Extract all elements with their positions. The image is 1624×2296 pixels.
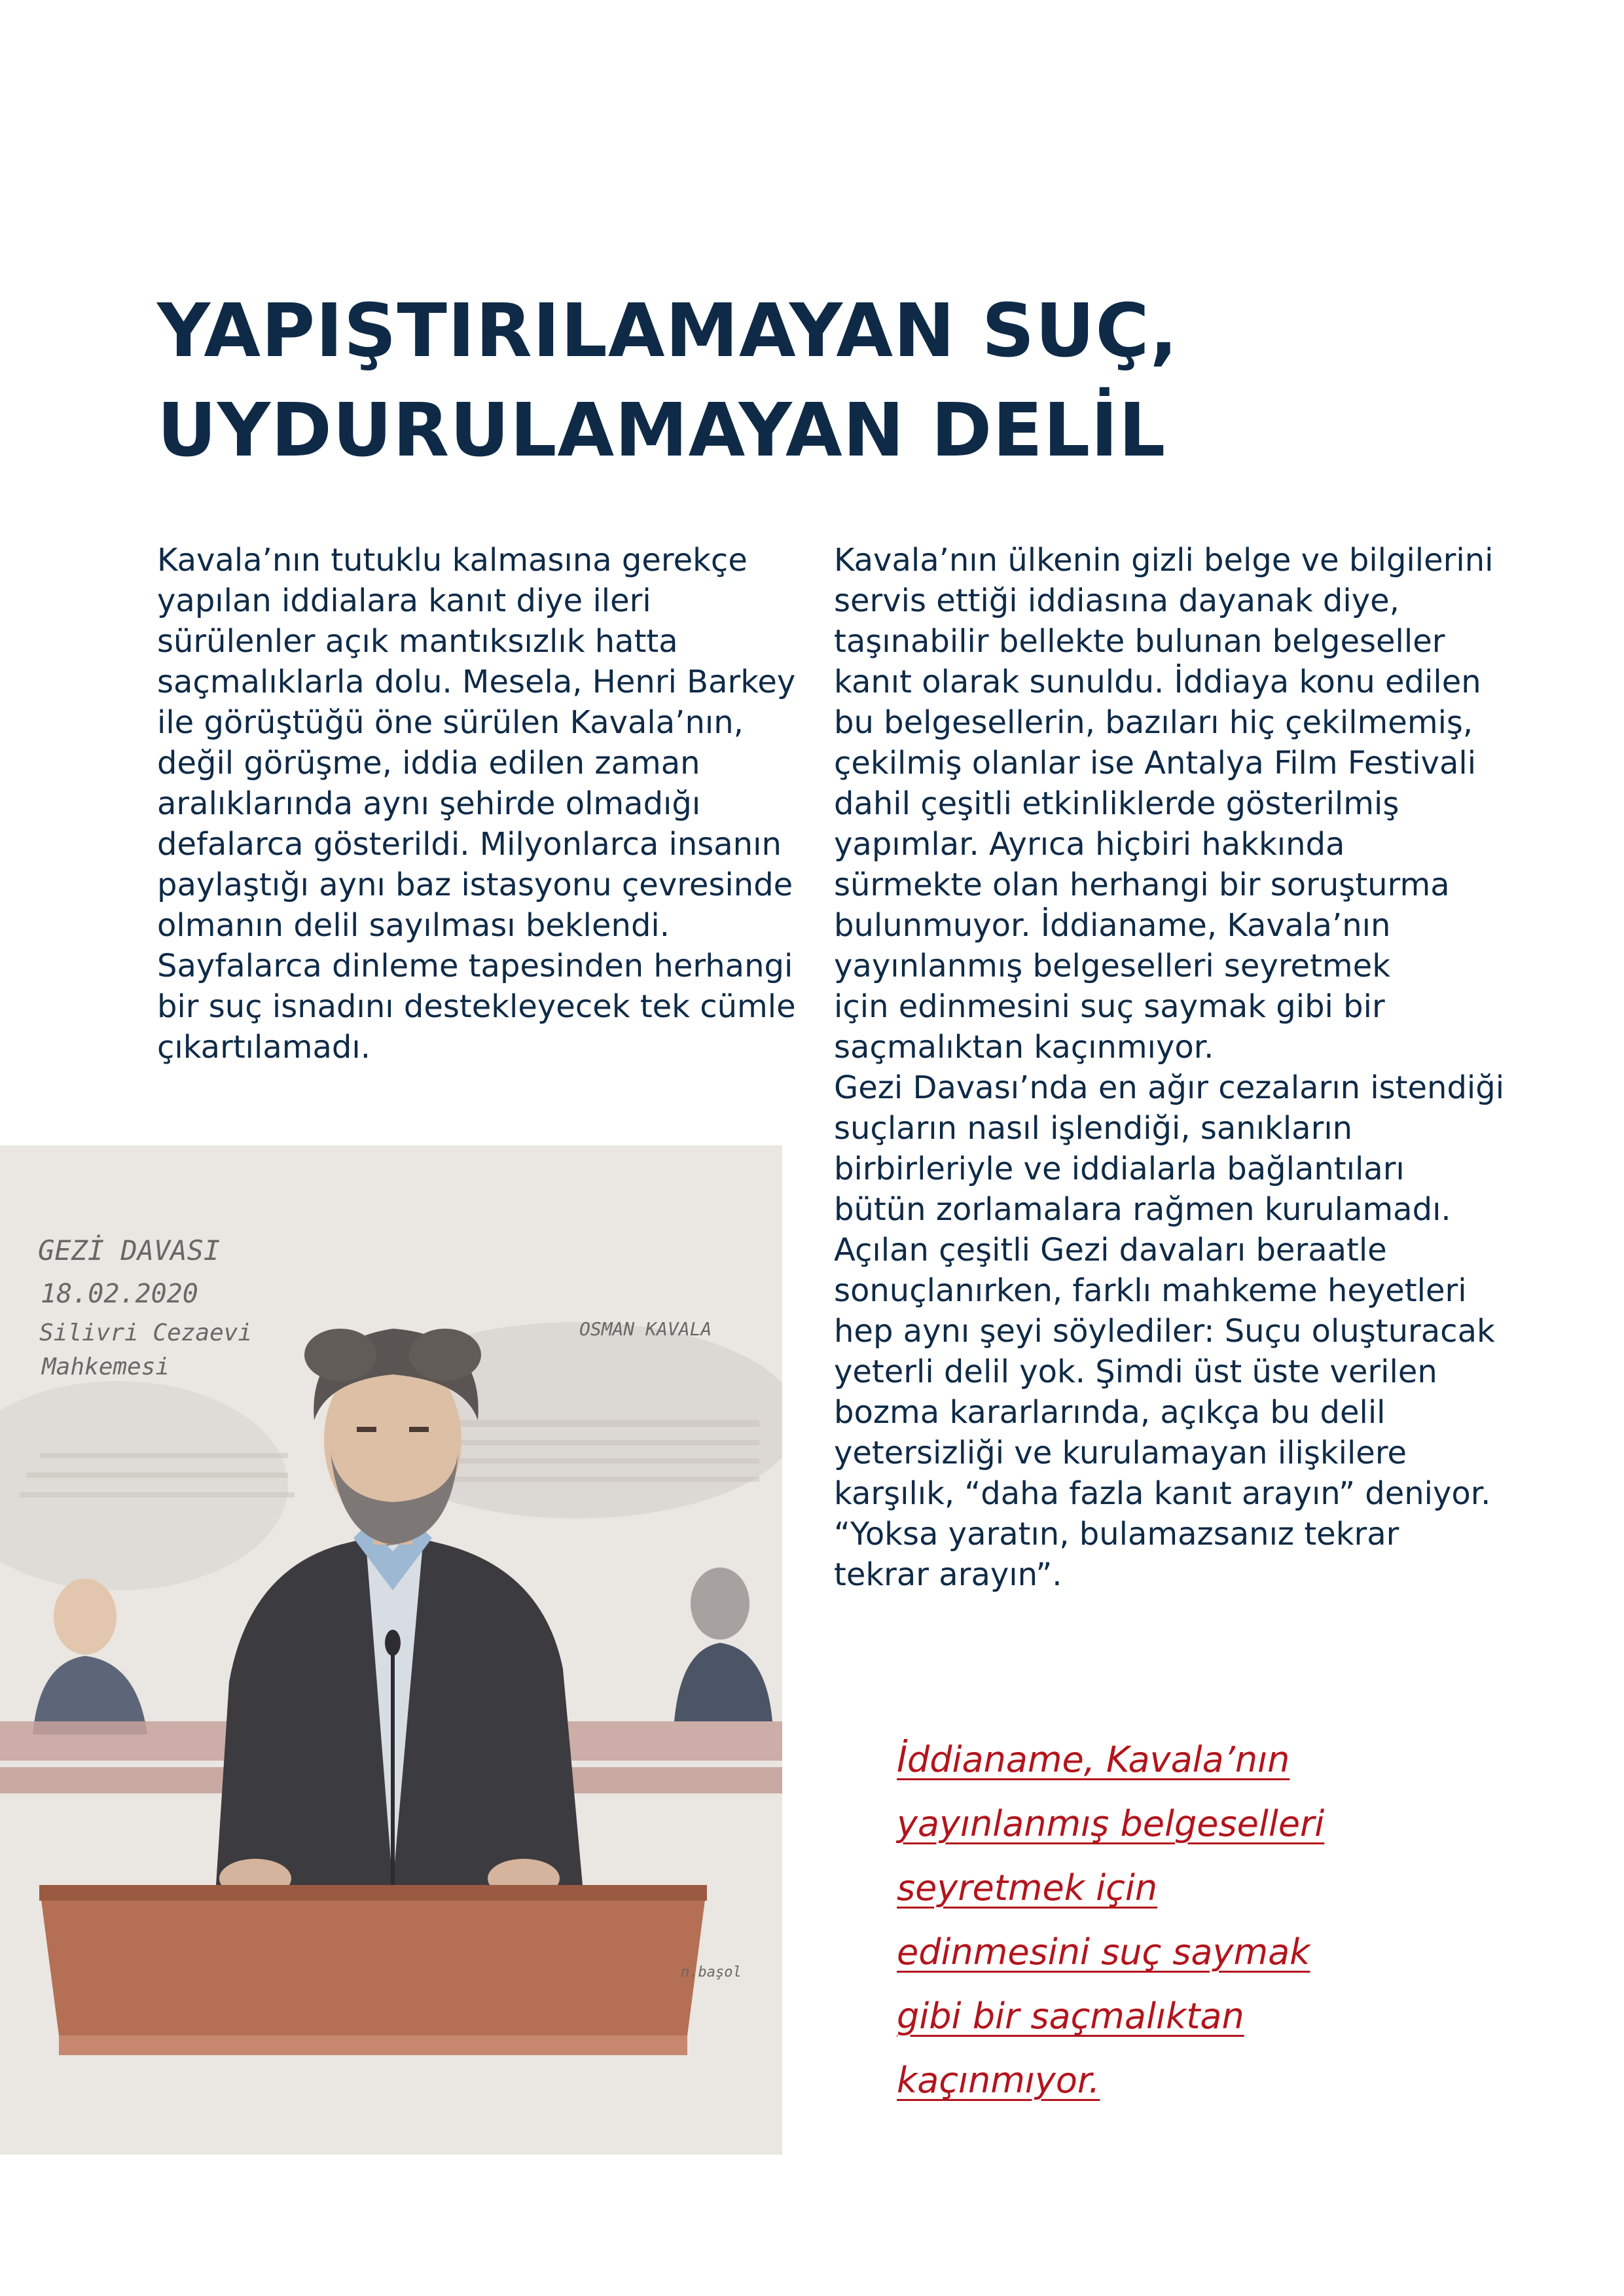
right-line: yayınlanmış belgeselleri seyretmek (834, 948, 1390, 984)
svg-text:OSMAN KAVALA: OSMAN KAVALA (579, 1318, 712, 1340)
right-line: yapımlar. Ayrıca hiçbiri hakkında (834, 826, 1345, 863)
right-line: bulunmuyor. İddianame, Kavala’nın (834, 907, 1391, 944)
left-line: ile görüştüğü öne sürülen Kavala’nın, (157, 704, 744, 741)
headline-line-1: YAPIŞTIRILAMAYAN SUÇ, (157, 289, 1179, 374)
right-line: servis ettiği iddiasına dayanak diye, (834, 583, 1399, 619)
left-text-column (157, 540, 812, 1067)
left-line: Kavala’nın tutuklu kalmasına gerekçe (157, 542, 748, 579)
right-line: birbirleriyle ve iddialarla bağlantıları (834, 1151, 1405, 1187)
right-line: bütün zorlamalara rağmen kurulamadı. (834, 1191, 1451, 1228)
svg-text:GEZİ DAVASI: GEZİ DAVASI (38, 1234, 221, 1266)
pull-quote (897, 1728, 1460, 2113)
right-line: Açılan çeşitli Gezi davaları beraatle (834, 1232, 1387, 1268)
left-line: değil görüşme, iddia edilen zaman (157, 745, 700, 781)
headline-line-2: UYDURULAMAYAN DELİL (157, 388, 1166, 473)
quote-line: seyretmek için (897, 1867, 1158, 1909)
right-line: sonuçlanırken, farklı mahkeme heyetleri (834, 1272, 1467, 1309)
left-line: sürülenler açık mantıksızlık hatta (157, 623, 678, 660)
right-line: sürmekte olan herhangi bir soruşturma (834, 867, 1450, 903)
left-line: paylaştığı aynı baz istasyonu çevresinde (157, 867, 793, 903)
svg-text:Silivri Cezaevi: Silivri Cezaevi (39, 1319, 253, 1346)
left-line: aralıklarında aynı şehirde olmadığı (157, 785, 701, 822)
article-headline (157, 281, 1335, 480)
svg-text:18.02.2020: 18.02.2020 (41, 1279, 198, 1309)
right-text-column (834, 540, 1505, 1595)
right-line: bu belgesellerin, bazıları hiç çekilmemiş, (834, 704, 1473, 741)
right-line: için edinmesini suç saymak gibi bir (834, 988, 1385, 1025)
right-line: karşılık, “daha fazla kanıt arayın” deniyor. (834, 1475, 1491, 1512)
courtroom-sketch (0, 1145, 782, 2155)
left-line: yapılan iddialara kanıt diye ileri (157, 583, 651, 619)
right-line: “Yoksa yaratın, bulamazsanız tekrar (834, 1516, 1399, 1552)
svg-text:Mahkemesi: Mahkemesi (42, 1354, 170, 1380)
quote-line: kaçınmıyor. (897, 2060, 1100, 2101)
right-line: Kavala’nın ülkenin gizli belge ve bilgilerini (834, 542, 1494, 579)
left-line: bir suç isnadını destekleyecek tek cümle (157, 988, 796, 1025)
left-line: saçmalıklarla dolu. Mesela, Henri Barkey (157, 664, 796, 700)
right-line: çekilmiş olanlar ise Antalya Film Festivali (834, 745, 1477, 781)
right-line: kanıt olarak sunuldu. İddiaya konu edilen (834, 664, 1481, 700)
right-line: tekrar arayın”. (834, 1556, 1062, 1593)
left-line: olmanın delil sayılması beklendi. (157, 907, 670, 944)
svg-text:n.başol: n.başol (681, 1964, 742, 1981)
right-line: dahil çeşitli etkinliklerde gösterilmiş (834, 785, 1399, 822)
right-line: bozma kararlarında, açıkça bu delil (834, 1394, 1386, 1431)
quote-line: yayınlanmış belgeselleri (897, 1803, 1325, 1844)
right-line: taşınabilir bellekte bulunan belgeseller (834, 623, 1445, 660)
right-line: yeterli delil yok. Şimdi üst üste verilen (834, 1354, 1437, 1390)
quote-line: edinmesini suç saymak (897, 1931, 1310, 1973)
left-line: çıkartılamadı. (157, 1029, 370, 1066)
left-line: Sayfalarca dinleme tapesinden herhangi (157, 948, 793, 984)
right-line: hep aynı şeyi söylediler: Suçu oluşturacak (834, 1313, 1495, 1350)
quote-line: gibi bir saçmalıktan (897, 1996, 1244, 2037)
right-line: yetersizliği ve kurulamayan ilişkilere (834, 1435, 1407, 1471)
left-line: defalarca gösterildi. Milyonlarca insanın (157, 826, 782, 863)
right-line: suçların nasıl işlendiği, sanıkların (834, 1110, 1353, 1147)
right-line: saçmalıktan kaçınmıyor. (834, 1029, 1214, 1066)
right-line: Gezi Davası’nda en ağır cezaların istendiği (834, 1069, 1505, 1106)
quote-line: İddianame, Kavala’nın (897, 1739, 1290, 1780)
